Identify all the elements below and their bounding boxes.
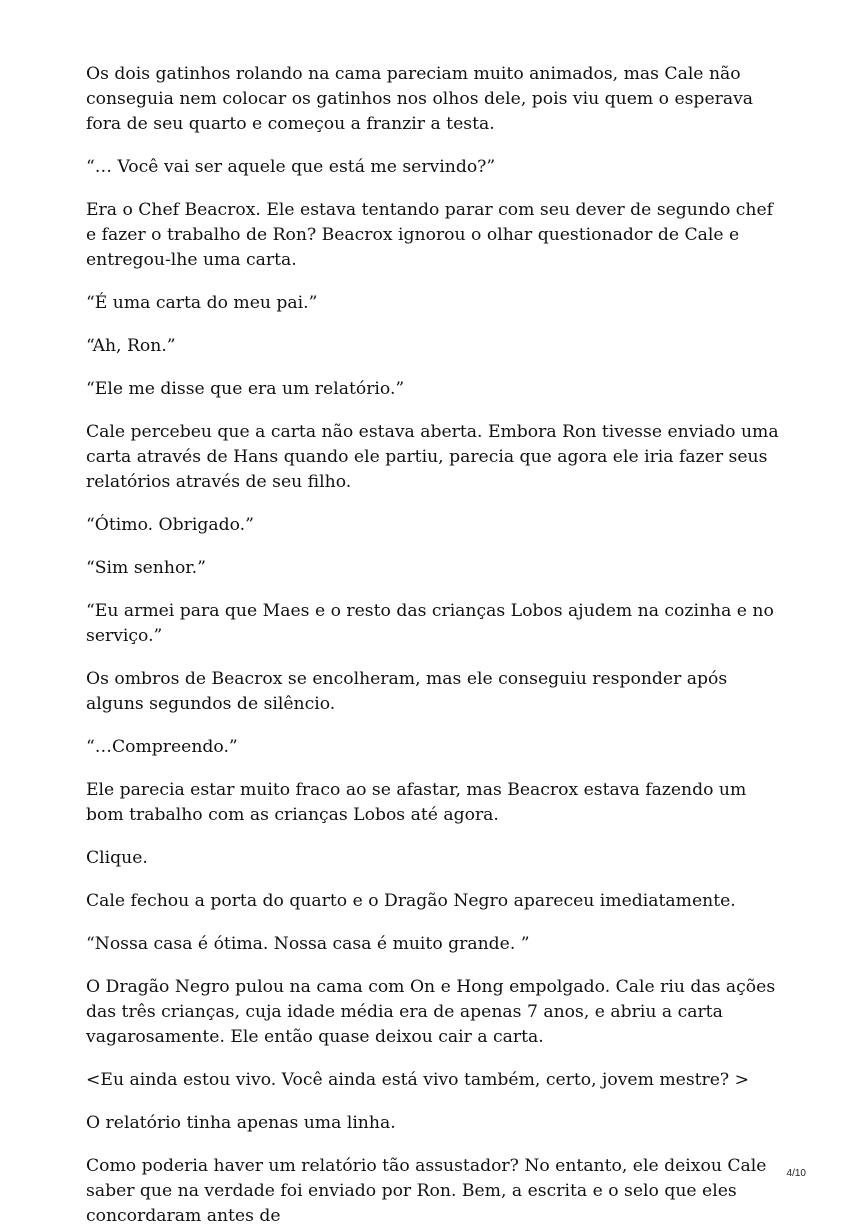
paragraph: Cale fechou a porta do quarto e o Dragão Negro apareceu imediatamente. [86,891,736,911]
paragraph: “Ele me disse que era um relatório.” [86,379,405,399]
paragraph: “Ah, Ron.” [86,336,176,356]
paragraph: Como poderia haver um relatório tão assustador? No entanto, ele deixou Cale saber que na verdade foi enviado por Ron. Bem, a escrita e o selo que eles concordaram antes de [86,1156,767,1226]
paragraph: “Ótimo. Obrigado.” [86,515,254,535]
paragraph: Ele parecia estar muito fraco ao se afastar, mas Beacrox estava fazendo um bom trabalho com as crianças Lobos até agora. [86,780,747,825]
paragraph: “É uma carta do meu pai.” [86,293,318,313]
paragraph: Era o Chef Beacrox. Ele estava tentando parar com seu dever de segundo chef e fazer o trabalho de Ron? Beacrox ignorou o olhar questionador de Cale e entregou-lhe uma carta. [86,200,773,270]
paragraph: “Sim senhor.” [86,558,206,578]
paragraph: Clique. [86,848,148,868]
paragraph: <Eu ainda estou vivo. Você ainda está vivo também, certo, jovem mestre? > [86,1070,750,1090]
paragraph: Cale percebeu que a carta não estava aberta. Embora Ron tivesse enviado uma carta através de Hans quando ele partiu, parecia que agora ele iria fazer seus relatórios através de seu filho. [86,422,779,492]
paragraph: O Dragão Negro pulou na cama com On e Hong empolgado. Cale riu das ações das três crianças, cuja idade média era de apenas 7 anos, e abriu a carta vagarosamente. Ele então quase deixou cair a carta. [86,977,776,1047]
paragraph: O relatório tinha apenas uma linha. [86,1113,396,1133]
paragraph: “…Compreendo.” [86,737,238,757]
document-body [86,62,786,1229]
paragraph: Os dois gatinhos rolando na cama pareciam muito animados, mas Cale não conseguia nem colocar os gatinhos nos olhos dele, pois viu quem o esperava fora de seu quarto e começou a franzir a testa. [86,64,754,134]
page-number: 4/10 [786,1168,806,1179]
paragraph: Os ombros de Beacrox se encolheram, mas ele conseguiu responder após alguns segundos de silêncio. [86,669,728,714]
paragraph: “… Você vai ser aquele que está me servindo?” [86,157,496,177]
paragraph: “Eu armei para que Maes e o resto das crianças Lobos ajudem na cozinha e no serviço.” [86,601,774,646]
paragraph: “Nossa casa é ótima. Nossa casa é muito grande. ” [86,934,530,954]
